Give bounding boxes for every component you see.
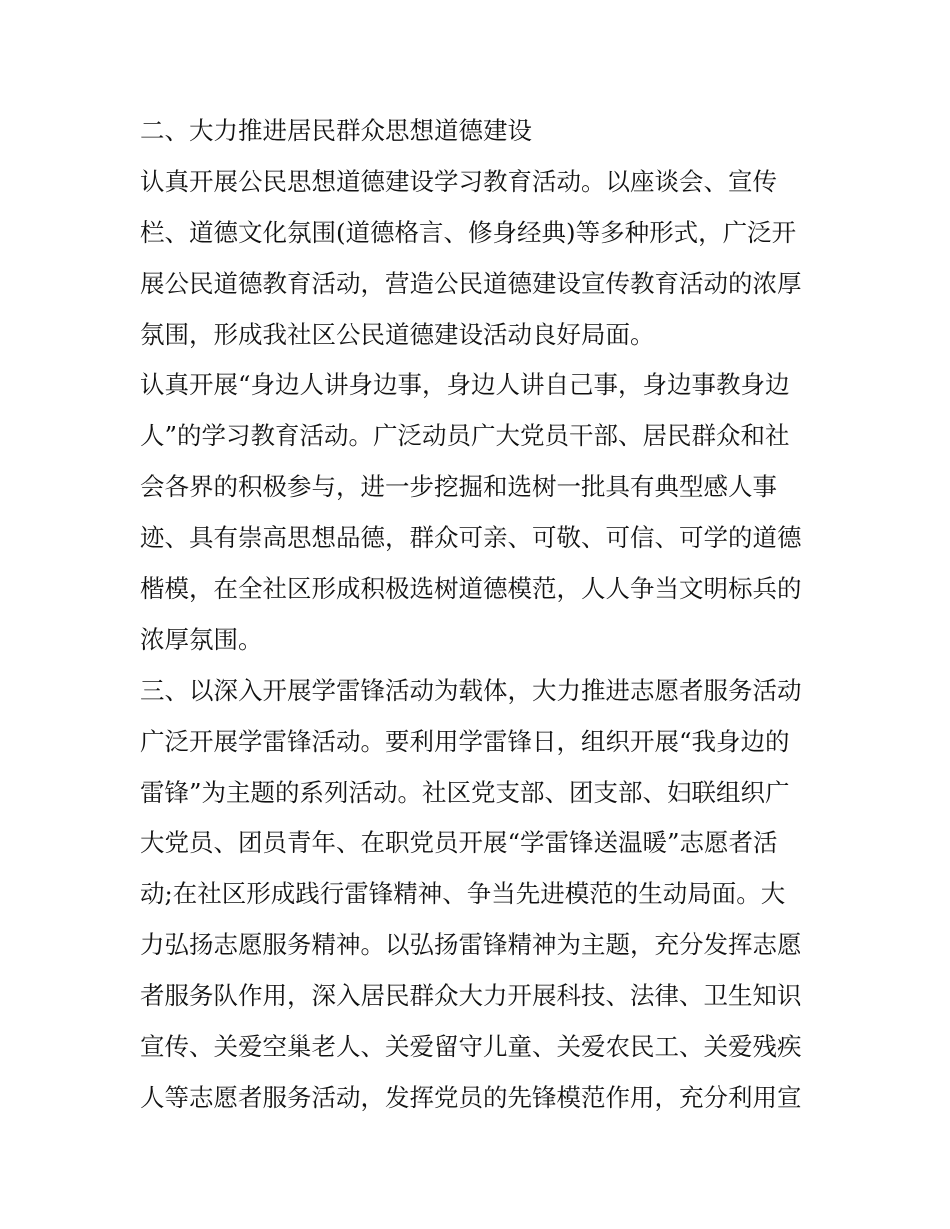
paragraph-line: 广泛开展学雷锋活动。要利用学雷锋日，组织开展“我身边的 <box>140 726 790 756</box>
section-heading-3: 三、以深入开展学雷锋活动为载体，大力推进志愿者服务活动 <box>140 675 802 705</box>
paragraph-line: 者服务队作用，深入居民群众大力开展科技、法律、卫生知识 <box>140 981 802 1011</box>
paragraph-line: 栏、道德文化氛围(道德格言、修身经典)等多种形式，广泛开 <box>140 217 797 247</box>
paragraph-line: 大党员、团员青年、在职党员开展“学雷锋送温暖”志愿者活 <box>140 828 778 858</box>
paragraph-line: 宣传、关爱空巢老人、关爱留守儿童、关爱农民工、关爱残疾 <box>140 1032 802 1062</box>
paragraph-line: 氛围，形成我社区公民道德建设活动良好局面。 <box>140 319 655 349</box>
section-heading-2: 二、大力推进居民群众思想道德建设 <box>140 116 532 145</box>
paragraph-line: 会各界的积极参与，进一步挖掘和选树一批具有典型感人事 <box>140 472 777 502</box>
paragraph-line: 认真开展公民思想道德建设学习教育活动。以座谈会、宣传 <box>140 166 777 196</box>
paragraph-line: 楷模，在全社区形成积极选树道德模范，人人争当文明标兵的 <box>140 574 802 604</box>
paragraph-line: 展公民道德教育活动，营造公民道德建设宣传教育活动的浓厚 <box>140 268 802 298</box>
paragraph-line: 力弘扬志愿服务精神。以弘扬雷锋精神为主题，充分发挥志愿 <box>140 930 802 960</box>
paragraph-line: 雷锋”为主题的系列活动。社区党支部、团支部、妇联组织广 <box>140 777 790 807</box>
paragraph-line: 浓厚氛围。 <box>140 624 263 654</box>
paragraph-line: 迹、具有崇高思想品德，群众可亲、可敬、可信、可学的道德 <box>140 523 802 553</box>
document-body <box>140 106 820 1124</box>
paragraph-line: 人等志愿者服务活动，发挥党员的先锋模范作用，充分利用宣 <box>140 1082 802 1112</box>
paragraph-line: 认真开展“身边人讲身边事，身边人讲自己事，身边事教身边 <box>140 370 790 400</box>
paragraph-line: 人”的学习教育活动。广泛动员广大党员干部、居民群众和社 <box>140 421 790 451</box>
paragraph-line: 动;在社区形成践行雷锋精神、争当先进模范的生动局面。大 <box>140 879 786 909</box>
